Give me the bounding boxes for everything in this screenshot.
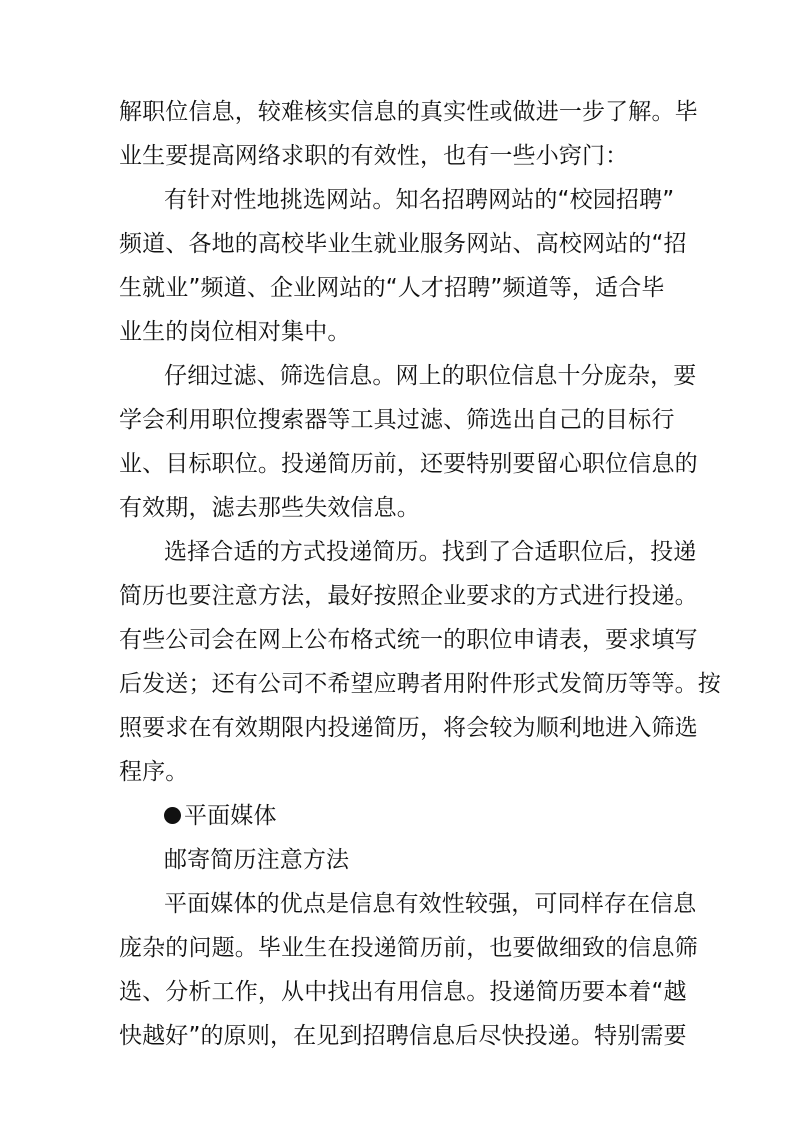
text-line: 有效期，滤去那些失效信息。 — [119, 495, 420, 521]
paragraph-first-line: 选择合适的方式投递简历。找到了合适职位后，投递 — [164, 539, 697, 565]
paragraph-first-line: 有针对性地挑选网站。知名招聘网站的“校园招聘” — [164, 187, 675, 213]
text-line: 快越好”的原则，在见到招聘信息后尽快投递。特别需要 — [119, 1023, 687, 1049]
text-line: 程序。 — [119, 759, 189, 785]
text-line: 业生要提高网络求职的有效性，也有一些小窍门： — [119, 143, 629, 169]
text-line: 生就业”频道、企业网站的“人才招聘”频道等，适合毕 — [119, 275, 665, 301]
text-line: 频道、各地的高校毕业生就业服务网站、高校网站的“招 — [119, 231, 687, 257]
text-line: 学会利用职位搜索器等工具过滤、筛选出自己的目标行 — [119, 407, 675, 433]
text-line: 照要求在有效期限内投递简历，将会较为顺利地进入筛选 — [119, 715, 698, 741]
section-heading — [164, 796, 277, 836]
text-line: 解职位信息，较难核实信息的真实性或做进一步了解。毕 — [119, 99, 698, 125]
text-line: 庞杂的问题。毕业生在投递简历前，也要做细致的信息筛 — [119, 935, 698, 961]
section-heading-text: 平面媒体 — [184, 803, 277, 829]
text-line: 业生的岗位相对集中。 — [119, 319, 351, 345]
text-line: 简历也要注意方法，最好按照企业要求的方式进行投递。 — [119, 583, 698, 609]
text-line: 有些公司会在网上公布格式统一的职位申请表，要求填写 — [119, 627, 698, 653]
subheading: 邮寄简历注意方法 — [164, 847, 350, 873]
bullet-icon — [164, 807, 181, 824]
text-line: 后发送；还有公司不希望应聘者用附件形式发简历等等。按 — [119, 671, 721, 697]
paragraph-first-line: 平面媒体的优点是信息有效性较强，可同样存在信息 — [164, 891, 697, 917]
paragraph-first-line: 仔细过滤、筛选信息。网上的职位信息十分庞杂，要 — [164, 363, 697, 389]
text-line: 业、目标职位。投递简历前，还要特别要留心职位信息的 — [119, 451, 698, 477]
text-line: 选、分析工作，从中找出有用信息。投递简历要本着“越 — [119, 979, 687, 1005]
